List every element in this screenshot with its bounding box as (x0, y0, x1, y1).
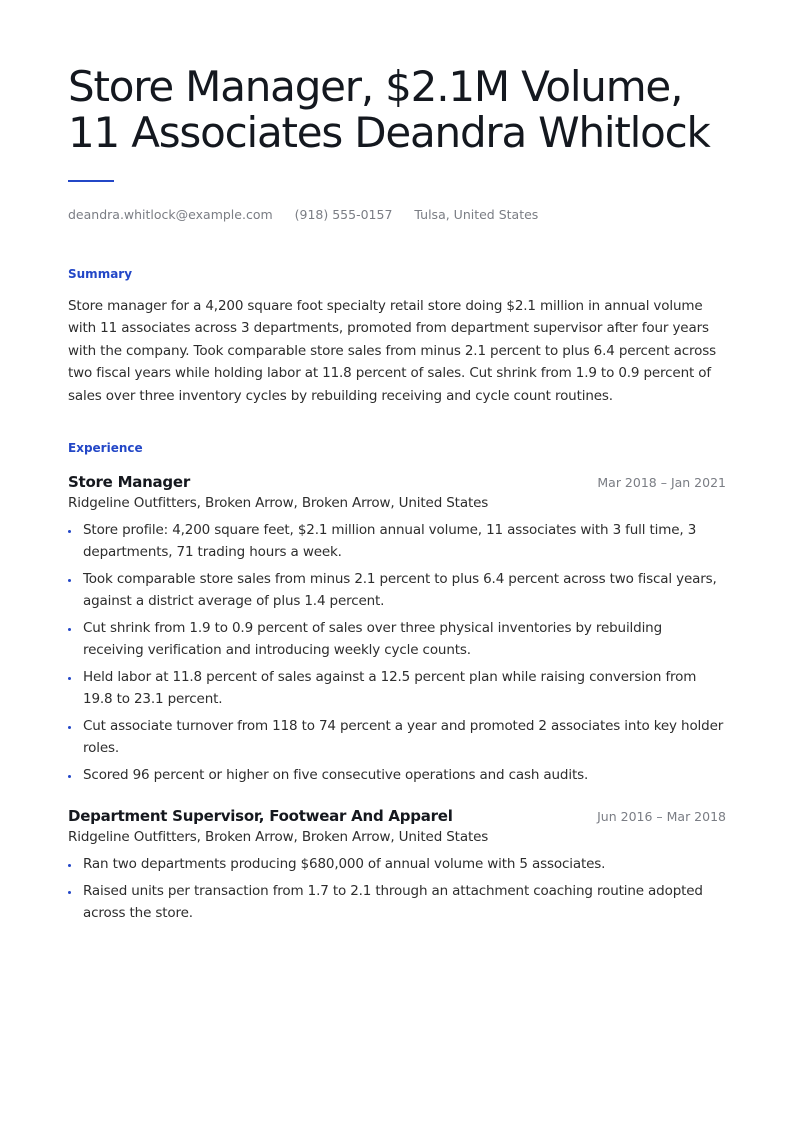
title-divider (68, 180, 114, 182)
job-company: Ridgeline Outfitters, Broken Arrow, Broken Arrow, United States (68, 495, 489, 512)
bullet-icon (68, 628, 71, 631)
bullet-icon (68, 530, 71, 533)
job-bullet-text: Ran two departments producing $680,000 of annual volume with 5 associates. (83, 855, 606, 872)
job-bullet-text: Held labor at 11.8 percent of sales against a 12.5 percent plan while raising conversion from 19.8 to 23.1 percent. (83, 669, 697, 707)
job-bullet (68, 716, 726, 759)
job-bullet (68, 569, 726, 612)
contact-phone[interactable]: (918) 555-0157 (294, 207, 393, 222)
contact-email[interactable]: deandra.whitlock@example.com (68, 207, 273, 222)
job-entry (68, 473, 726, 787)
job-bullet-list (68, 520, 726, 787)
bullet-icon (68, 775, 71, 778)
job-bullet-text: Scored 96 percent or higher on five consecutive operations and cash audits. (83, 767, 589, 784)
bullet-icon (68, 579, 71, 582)
job-header (68, 807, 726, 825)
job-bullet (68, 881, 726, 924)
bullet-icon (68, 726, 71, 729)
job-bullet-list (68, 854, 726, 925)
job-title: Department Supervisor, Footwear And Apparel (68, 806, 453, 825)
job-dates: Jun 2016 – Mar 2018 (597, 808, 726, 824)
job-bullet-text: Cut shrink from 1.9 to 0.9 percent of sales over three physical inventories by rebuilding receiving verification and introducing weekly cycle counts. (83, 620, 662, 658)
summary-heading: Summary (68, 267, 133, 281)
job-entry (68, 807, 726, 925)
job-bullet-text: Store profile: 4,200 square feet, $2.1 million annual volume, 11 associates with 3 full time, 3 departments, 71 trading hours a week. (83, 522, 697, 560)
job-dates: Mar 2018 – Jan 2021 (597, 475, 726, 491)
job-title: Store Manager (68, 473, 190, 492)
job-bullet (68, 618, 726, 661)
contact-info (68, 207, 726, 222)
bullet-icon (68, 677, 71, 680)
job-bullet-text: Took comparable store sales from minus 2.1 percent to plus 6.4 percent across two fiscal years, against a district average of plus 1.4 percent. (83, 571, 717, 609)
job-bullet (68, 520, 726, 563)
experience-heading: Experience (68, 441, 143, 456)
page-title: Store Manager, $2.1M Volume, 11 Associates Deandra Whitlock (68, 62, 710, 157)
job-bullet-text: Raised units per transaction from 1.7 to 2.1 through an attachment coaching routine adopted across the store. (83, 883, 703, 921)
job-bullet (68, 765, 726, 787)
job-bullet (68, 854, 726, 876)
contact-location: Tulsa, United States (414, 207, 539, 222)
bullet-icon (68, 891, 71, 894)
job-header (68, 473, 726, 491)
bullet-icon (68, 864, 71, 867)
job-bullet (68, 667, 726, 710)
job-company: Ridgeline Outfitters, Broken Arrow, Broken Arrow, United States (68, 828, 489, 845)
summary-text: Store manager for a 4,200 square foot specialty retail store doing $2.1 million in annual volume with 11 associates across 3 departments, promoted from department supervisor after four years with the company. Took comparable store sales from minus 2.1 percent to plus 6.4 percent across two fiscal years while holding labor at 11.8 percent of sales. Cut shrink from 1.9 to 0.9 percent of sales over three inventory cycles by rebuilding receiving and cycle count routines. (68, 298, 717, 404)
job-bullet-text: Cut associate turnover from 118 to 74 percent a year and promoted 2 associates into key holder roles. (83, 718, 724, 756)
